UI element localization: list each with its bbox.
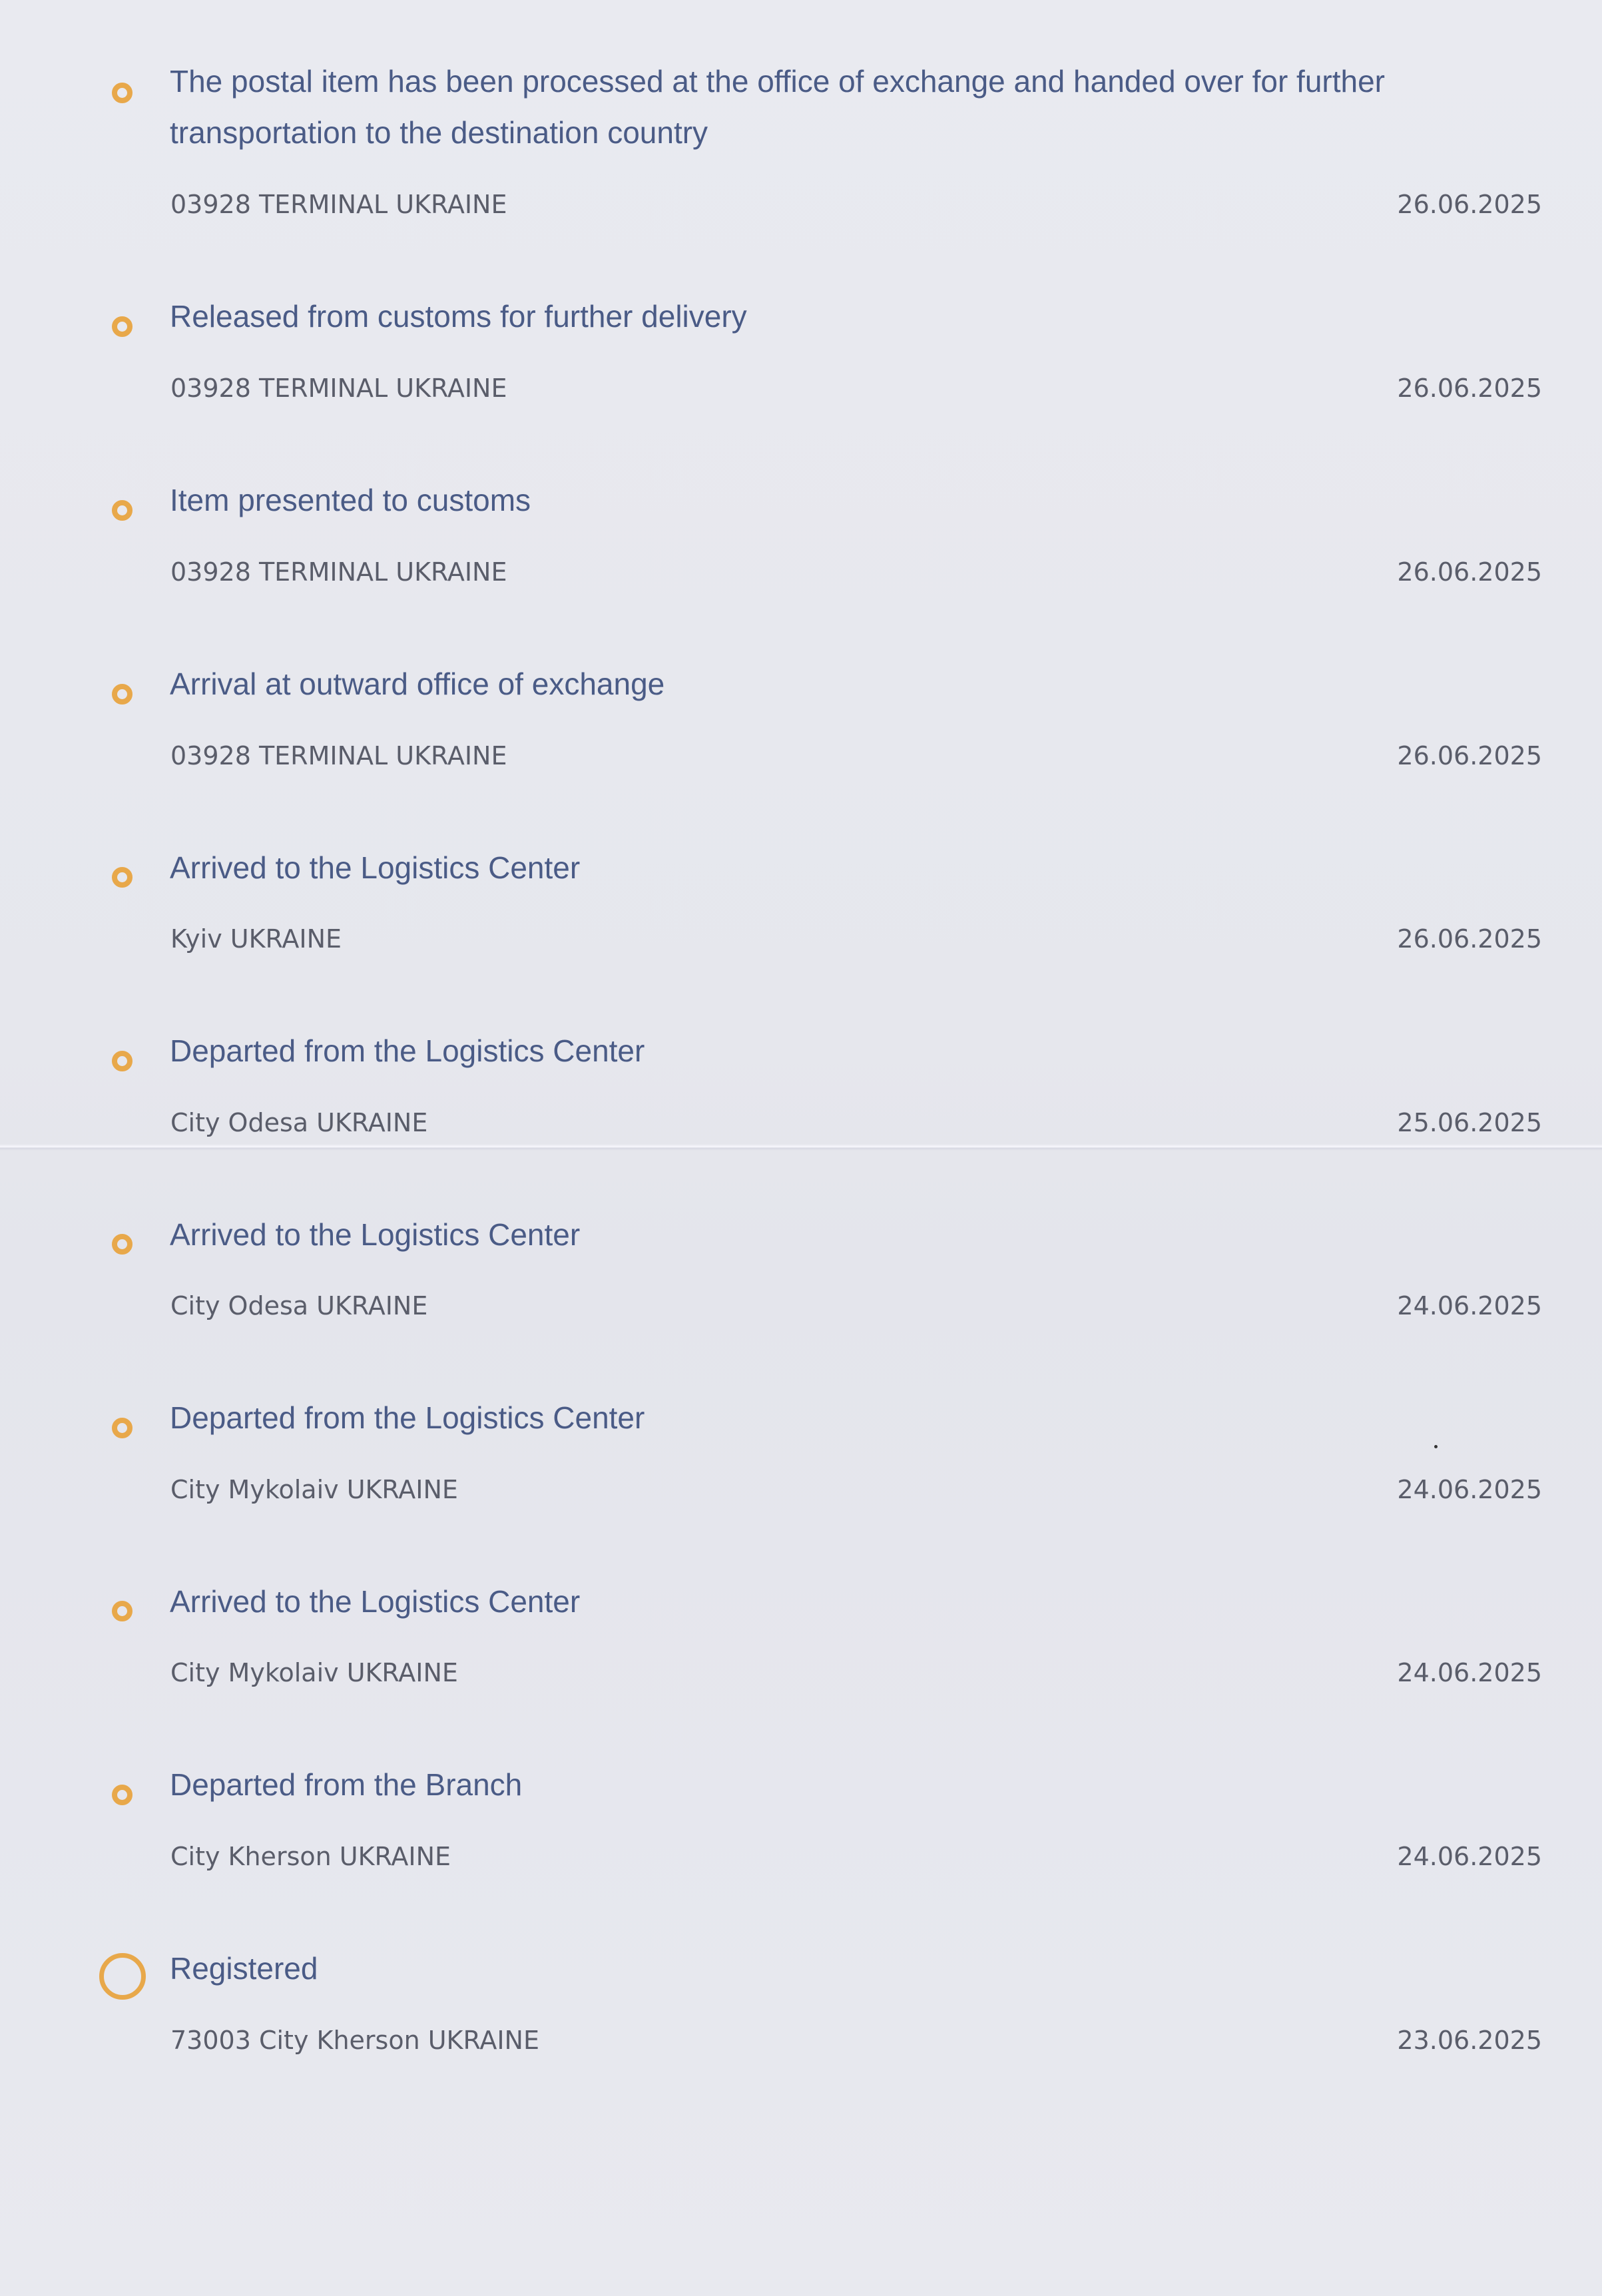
event-status: Departed from the Logistics Center — [170, 1033, 645, 1068]
paper-speck — [1434, 1445, 1438, 1448]
event-status: Arrived to the Logistics Center — [170, 1584, 581, 1619]
status-marker-icon — [112, 1234, 133, 1255]
event-date: 26.06.2025 — [1397, 374, 1542, 403]
event-date: 24.06.2025 — [1397, 1475, 1542, 1504]
event-status: Released from customs for further delivery — [170, 299, 747, 334]
status-marker-icon — [112, 1418, 133, 1438]
paper-fold — [0, 1144, 1602, 1151]
event-date: 26.06.2025 — [1397, 741, 1542, 770]
event-status: Item presented to customs — [170, 483, 531, 517]
status-marker-icon — [112, 684, 133, 705]
registered-marker-icon — [99, 1953, 146, 2000]
event-location: City Kherson UKRAINE — [170, 1842, 451, 1871]
event-date: 26.06.2025 — [1397, 190, 1542, 219]
event-status: Departed from the Logistics Center — [170, 1400, 645, 1435]
event-location: 03928 TERMINAL UKRAINE — [170, 190, 507, 219]
event-location: City Odesa UKRAINE — [170, 1108, 428, 1137]
event-status: Registered — [170, 1951, 318, 1986]
event-location: 03928 TERMINAL UKRAINE — [170, 374, 507, 403]
event-date: 24.06.2025 — [1397, 1658, 1542, 1687]
status-marker-icon — [112, 867, 133, 888]
event-location: 03928 TERMINAL UKRAINE — [170, 741, 507, 770]
event-location: City Mykolaiv UKRAINE — [170, 1475, 458, 1504]
event-date: 26.06.2025 — [1397, 557, 1542, 587]
event-date: 24.06.2025 — [1397, 1842, 1542, 1871]
event-status: Arrival at outward office of exchange — [170, 667, 665, 701]
event-location: City Mykolaiv UKRAINE — [170, 1658, 458, 1687]
event-location: Kyiv UKRAINE — [170, 924, 342, 954]
event-location: 03928 TERMINAL UKRAINE — [170, 557, 507, 587]
event-status: Departed from the Branch — [170, 1767, 523, 1802]
event-status: The postal item has been processed at the office of exchange and handed over for further transportation to the destination country — [170, 64, 1385, 150]
status-marker-icon — [112, 1051, 133, 1071]
event-date: 25.06.2025 — [1397, 1108, 1542, 1137]
event-date: 24.06.2025 — [1397, 1291, 1542, 1320]
event-status: Arrived to the Logistics Center — [170, 850, 581, 885]
event-status: Arrived to the Logistics Center — [170, 1217, 581, 1252]
event-date: 26.06.2025 — [1397, 924, 1542, 954]
status-marker-icon — [112, 83, 133, 103]
event-date: 23.06.2025 — [1397, 2026, 1542, 2055]
status-marker-icon — [112, 500, 133, 521]
event-location: City Odesa UKRAINE — [170, 1291, 428, 1320]
status-marker-icon — [112, 1601, 133, 1621]
event-location: 73003 City Kherson UKRAINE — [170, 2026, 539, 2055]
status-marker-icon — [112, 316, 133, 337]
status-marker-icon — [112, 1785, 133, 1805]
